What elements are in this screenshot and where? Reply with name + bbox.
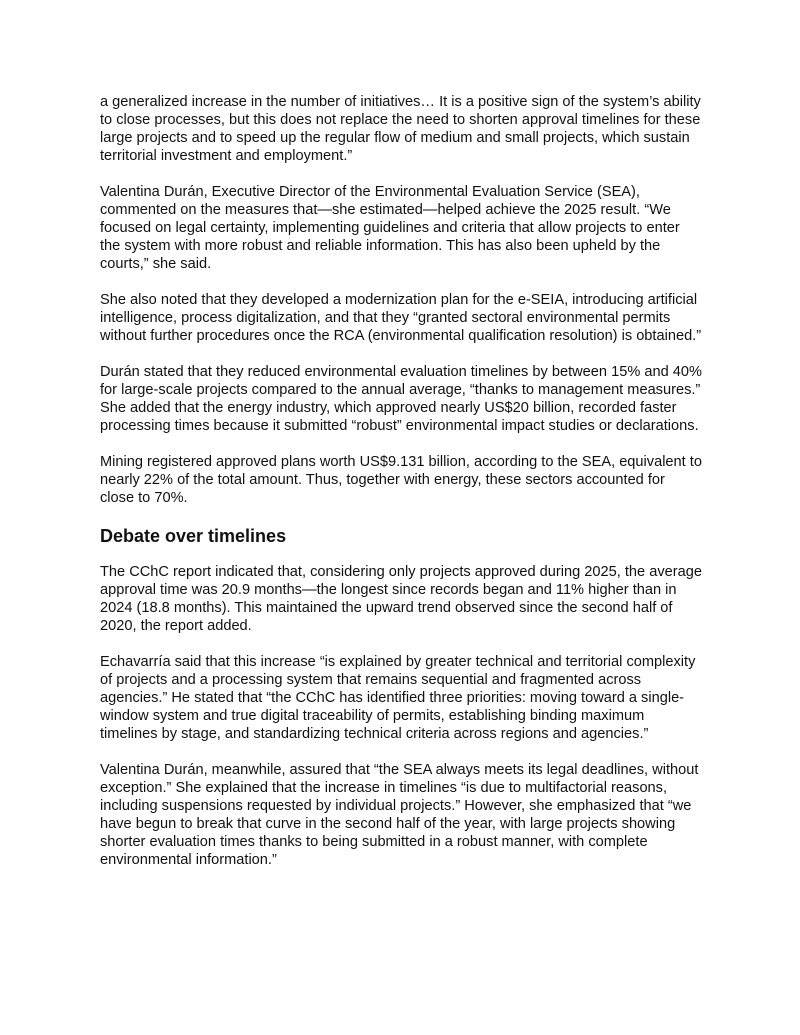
paragraph-duran-deadlines: Valentina Durán, meanwhile, assured that “the SEA always meets its legal deadlines, without exception.” She explained that the increase in timelines “is due to multifactorial reasons, including suspensions requested by individual projects.” However, she emphasized that “we have begun to break that curve in the second half of the year, with large projects showing shorter evaluation times thanks to being submitted in a robust manner, with complete environmental information.” <box>100 762 699 868</box>
section-heading: Debate over timelines <box>100 526 287 546</box>
paragraph-echavarria: Echavarría said that this increase “is explained by greater technical and territorial complexity of projects and a processing system that remains sequential and fragmented across agencies.” He stated that “the CChC has identified three priorities: moving toward a single-window system and true digital traceability of permits, establishing binding maximum timelines by stage, and standardizing technical criteria across regions and agencies.” <box>100 654 696 742</box>
document-page <box>100 93 702 887</box>
paragraph-initiatives: a generalized increase in the number of initiatives… It is a positive sign of the system’s ability to close processes, but this does not replace the need to shorten approval timelines for these large projects and to speed up the regular flow of medium and small projects, which sustain territorial investment and employment.” <box>100 94 701 164</box>
paragraph-duran-measures: Valentina Durán, Executive Director of the Environmental Evaluation Service (SEA), commented on the measures that—she estimated—helped achieve the 2025 result. “We focused on legal certainty, implementing guidelines and criteria that allow projects to enter the system with more robust and reliable information. This has also been upheld by the courts,” she said. <box>100 184 680 272</box>
paragraph-modernization: She also noted that they developed a modernization plan for the e-SEIA, introducing artificial intelligence, process digitalization, and that they “granted sectoral environmental permits without further procedures once the RCA (environmental qualification resolution) is obtained.” <box>100 292 702 344</box>
paragraph-mining: Mining registered approved plans worth US$9.131 billion, according to the SEA, equivalent to nearly 22% of the total amount. Thus, together with energy, these sectors accounted for close to 70%. <box>100 454 702 506</box>
paragraph-cchc-report: The CChC report indicated that, considering only projects approved during 2025, the average approval time was 20.9 months—the longest since records began and 11% higher than in 2024 (18.8 months). This maintained the upward trend observed since the second half of 2020, the report added. <box>100 564 702 634</box>
paragraph-timeline-reduction: Durán stated that they reduced environmental evaluation timelines by between 15% and 40% for large-scale projects compared to the annual average, “thanks to management measures.” She added that the energy industry, which approved nearly US$20 billion, recorded faster processing times because it submitted “robust” environmental impact studies or declarations. <box>100 364 702 434</box>
